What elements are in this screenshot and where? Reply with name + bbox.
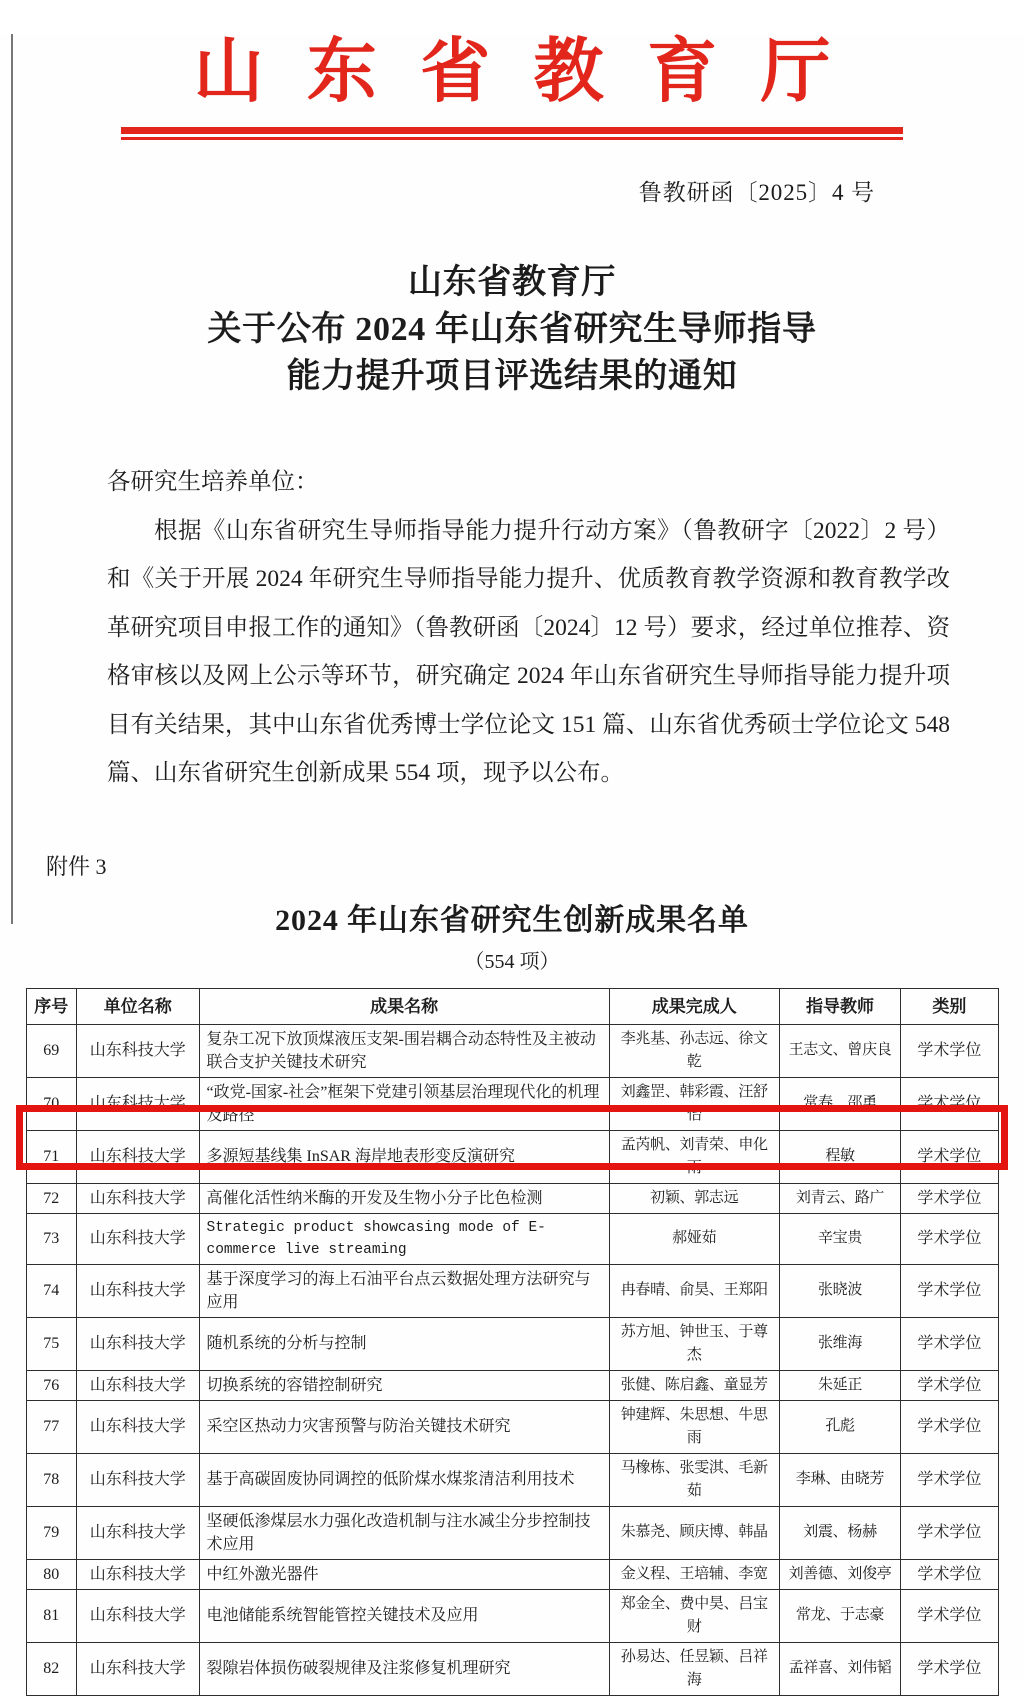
- cell-people: 冉春晴、俞昊、王郑阳: [609, 1264, 779, 1317]
- cell-people: 郝娅茹: [609, 1213, 779, 1264]
- cell-unit: 山东科技大学: [77, 1130, 199, 1183]
- cell-no: 73: [26, 1213, 77, 1264]
- cell-no: 76: [26, 1370, 77, 1400]
- cell-people: 孟芮帆、刘青荣、申化雨: [609, 1130, 779, 1183]
- table-row-73: [26, 1213, 998, 1264]
- cell-unit: 山东科技大学: [77, 1077, 199, 1130]
- cell-people: 孙易达、任昱颖、吕祥海: [609, 1642, 779, 1695]
- table-row-72: [26, 1183, 998, 1213]
- cell-no: 79: [26, 1506, 77, 1559]
- table-row-77: [26, 1400, 998, 1453]
- cell-unit: 山东科技大学: [77, 1370, 199, 1400]
- cell-people: 李兆基、孙志远、徐文乾: [609, 1024, 779, 1077]
- cell-no: 75: [26, 1317, 77, 1370]
- cell-teachers: 朱延正: [779, 1370, 901, 1400]
- page-edge-artifact: [11, 34, 13, 924]
- cell-teachers: 李琳、由晓芳: [779, 1453, 901, 1506]
- notice-title-line-1: 山东省教育厅: [407, 264, 617, 301]
- cell-unit: 山东科技大学: [77, 1400, 199, 1453]
- table-row-78: [26, 1453, 998, 1506]
- cell-category: 学术学位: [901, 1453, 998, 1506]
- cell-no: 82: [26, 1642, 77, 1695]
- divider-thin-line: [121, 137, 903, 140]
- cell-name: 坚硬低渗煤层水力强化改造机制与注水减尘分步控制技术应用: [199, 1506, 609, 1559]
- salutation: 各研究生培养单位：: [107, 469, 319, 495]
- table-row-79: [26, 1506, 998, 1559]
- cell-teachers: 常龙、于志豪: [779, 1589, 901, 1642]
- table-row-81: [26, 1589, 998, 1642]
- cell-no: 74: [26, 1264, 77, 1317]
- cell-people: 马橡栋、张雯淇、毛新茹: [609, 1453, 779, 1506]
- notice-title: [0, 259, 1024, 400]
- cell-no: 71: [26, 1130, 77, 1183]
- cell-people: 郑金全、费中昊、吕宝财: [609, 1589, 779, 1642]
- cell-unit: 山东科技大学: [77, 1183, 199, 1213]
- cell-teachers: 刘青云、路广: [779, 1183, 901, 1213]
- cell-teachers: 常春、邵勇: [779, 1077, 901, 1130]
- cell-unit: 山东科技大学: [77, 1264, 199, 1317]
- cell-teachers: 程敏: [779, 1130, 901, 1183]
- cell-category: 学术学位: [901, 1589, 998, 1642]
- notice-body: [107, 458, 950, 798]
- cell-name: 电池储能系统智能管控关键技术及应用: [199, 1589, 609, 1642]
- divider-thick-line: [121, 127, 903, 134]
- column-header-4: 指导教师: [779, 988, 901, 1024]
- notice-title-line-3: 能力提升项目评选结果的通知: [286, 358, 738, 395]
- cell-people: 张健、陈启鑫、童显芳: [609, 1370, 779, 1400]
- cell-unit: 山东科技大学: [77, 1317, 199, 1370]
- letterhead-divider: [121, 127, 903, 140]
- cell-no: 81: [26, 1589, 77, 1642]
- cell-people: 初颖、郭志远: [609, 1183, 779, 1213]
- cell-no: 69: [26, 1024, 77, 1077]
- cell-teachers: 张晓波: [779, 1264, 901, 1317]
- cell-name: 裂隙岩体损伤破裂规律及注浆修复机理研究: [199, 1642, 609, 1695]
- table-subtitle: （554 项）: [464, 950, 560, 973]
- cell-name: Strategic product showcasing mode of E-commerce live streaming: [199, 1213, 609, 1264]
- document-page: [0, 34, 1024, 1688]
- cell-category: 学术学位: [901, 1400, 998, 1453]
- cell-category: 学术学位: [901, 1183, 998, 1213]
- column-header-3: 成果完成人: [609, 988, 779, 1024]
- cell-name: “政党-国家-社会”框架下党建引领基层治理现代化的机理及路径: [199, 1077, 609, 1130]
- cell-teachers: 辛宝贵: [779, 1213, 901, 1264]
- letterhead-title: 山东省教育厅: [193, 34, 874, 111]
- cell-name: 多源短基线集 InSAR 海岸地表形变反演研究: [199, 1130, 609, 1183]
- cell-people: 金义程、王培辅、李宽: [609, 1559, 779, 1589]
- cell-name: 高催化活性纳米酶的开发及生物小分子比色检测: [199, 1183, 609, 1213]
- cell-unit: 山东科技大学: [77, 1642, 199, 1695]
- table-row-70: [26, 1077, 998, 1130]
- notice-title-line-2: 关于公布 2024 年山东省研究生导师指导: [207, 311, 817, 348]
- cell-unit: 山东科技大学: [77, 1453, 199, 1506]
- cell-teachers: 张维海: [779, 1317, 901, 1370]
- cell-no: 70: [26, 1077, 77, 1130]
- cell-people: 刘鑫罡、韩彩霞、汪舒怡: [609, 1077, 779, 1130]
- cell-unit: 山东科技大学: [77, 1024, 199, 1077]
- cell-name: 复杂工况下放顶煤液压支架-围岩耦合动态特性及主被动联合支护关键技术研究: [199, 1024, 609, 1077]
- column-header-1: 单位名称: [77, 988, 199, 1024]
- cell-no: 72: [26, 1183, 77, 1213]
- doc-number: 鲁教研函〔2025〕4 号: [638, 180, 875, 205]
- table-row-82: [26, 1642, 998, 1695]
- cell-teachers: 孔彪: [779, 1400, 901, 1453]
- table-row-76: [26, 1370, 998, 1400]
- cell-name: 切换系统的容错控制研究: [199, 1370, 609, 1400]
- column-header-5: 类别: [901, 988, 998, 1024]
- cell-unit: 山东科技大学: [77, 1559, 199, 1589]
- cell-category: 学术学位: [901, 1213, 998, 1264]
- cell-no: 78: [26, 1453, 77, 1506]
- cell-unit: 山东科技大学: [77, 1589, 199, 1642]
- letterhead: [0, 34, 1024, 207]
- attachment-label: 附件 3: [46, 853, 107, 879]
- cell-no: 77: [26, 1400, 77, 1453]
- cell-no: 80: [26, 1559, 77, 1589]
- body-paragraph: 根据《山东省研究生导师指导能力提升行动方案》（鲁教研字〔2022〕2 号）和《关于开展 2024 年研究生导师指导能力提升、优质教育教学资源和教育教学改革研究项目申报工作的通知》（鲁教研函〔2024〕12 号）要求，经过单位推荐、资格审核以及网上公示等环节，研究确定 2024 年山东省研究生导师指导能力提升项目有关结果，其中山东省优秀博士学位论文 151 篇、山东省优秀硕士学位论文 548 篇、山东省研究生创新成果 554 项，现予以公布。: [107, 517, 950, 786]
- cell-category: 学术学位: [901, 1130, 998, 1183]
- column-header-2: 成果名称: [199, 988, 609, 1024]
- cell-name: 采空区热动力灾害预警与防治关键技术研究: [199, 1400, 609, 1453]
- cell-category: 学术学位: [901, 1077, 998, 1130]
- results-table: [26, 988, 999, 1696]
- cell-name: 随机系统的分析与控制: [199, 1317, 609, 1370]
- table-title: 2024 年山东省研究生创新成果名单: [275, 903, 749, 937]
- cell-unit: 山东科技大学: [77, 1213, 199, 1264]
- cell-category: 学术学位: [901, 1642, 998, 1695]
- cell-category: 学术学位: [901, 1317, 998, 1370]
- table-header-row: [26, 988, 998, 1024]
- table-row-71: [26, 1130, 998, 1183]
- cell-category: 学术学位: [901, 1024, 998, 1077]
- cell-people: 朱慕尧、顾庆博、韩晶: [609, 1506, 779, 1559]
- cell-name: 中红外激光器件: [199, 1559, 609, 1589]
- cell-people: 钟建辉、朱思想、牛思雨: [609, 1400, 779, 1453]
- column-header-0: 序号: [26, 988, 77, 1024]
- cell-category: 学术学位: [901, 1370, 998, 1400]
- cell-teachers: 孟祥喜、刘伟韬: [779, 1642, 901, 1695]
- table-row-69: [26, 1024, 998, 1077]
- cell-category: 学术学位: [901, 1559, 998, 1589]
- table-row-74: [26, 1264, 998, 1317]
- table-row-80: [26, 1559, 998, 1589]
- cell-people: 苏方旭、钟世玉、于尊杰: [609, 1317, 779, 1370]
- cell-teachers: 王志文、曾庆良: [779, 1024, 901, 1077]
- cell-category: 学术学位: [901, 1506, 998, 1559]
- table-row-75: [26, 1317, 998, 1370]
- cell-teachers: 刘善德、刘俊亭: [779, 1559, 901, 1589]
- cell-unit: 山东科技大学: [77, 1506, 199, 1559]
- cell-name: 基于高碳固废协同调控的低阶煤水煤浆清洁利用技术: [199, 1453, 609, 1506]
- cell-name: 基于深度学习的海上石油平台点云数据处理方法研究与应用: [199, 1264, 609, 1317]
- cell-category: 学术学位: [901, 1264, 998, 1317]
- cell-teachers: 刘震、杨赫: [779, 1506, 901, 1559]
